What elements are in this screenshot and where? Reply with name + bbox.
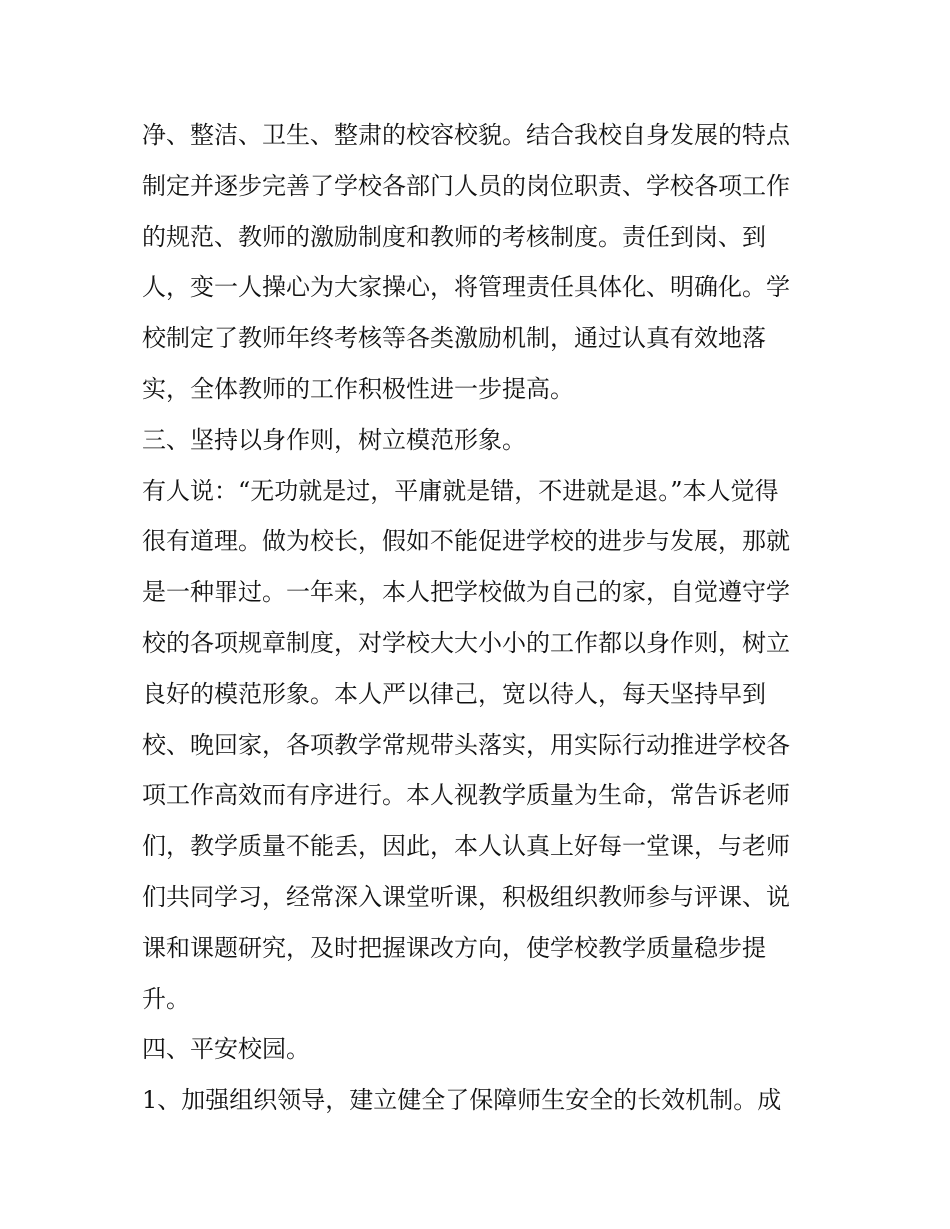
text-line: 良好的模范形象。本人严以律己，宽以待人，每天坚持早到: [142, 679, 766, 708]
text-line: 实，全体教师的工作积极性进一步提高。: [142, 374, 574, 403]
text-line: 课和课题研究，及时把握课改方向，使学校教学质量稳步提: [142, 933, 766, 962]
text-line: 项工作高效而有序进行。本人视教学质量为生命，常告诉老师: [142, 781, 790, 810]
text-line: 净、整洁、卫生、整肃的校容校貌。结合我校自身发展的特点: [142, 121, 790, 149]
section-heading: 四、平安校园。: [142, 1035, 310, 1064]
text-line: 们共同学习，经常深入课堂听课，积极组织教师参与评课、说: [142, 882, 790, 911]
text-line: 是一种罪过。一年来，本人把学校做为自己的家，自觉遵守学: [142, 578, 790, 607]
text-line: 校、晚回家，各项教学常规带头落实，用实际行动推进学校各: [142, 730, 790, 759]
text-line: 校制定了教师年终考核等各类激励机制，通过认真有效地落: [142, 324, 766, 353]
text-line: 制定并逐步完善了学校各部门人员的岗位职责、学校各项工作: [142, 171, 790, 200]
text-line: 人，变一人操心为大家操心，将管理责任具体化、明确化。学: [142, 273, 790, 302]
text-line: 很有道理。做为校长，假如不能促进学校的进步与发展，那就: [142, 527, 790, 556]
text-line: 1、加强组织领导，建立健全了保障师生安全的长效机制。成: [142, 1086, 782, 1115]
section-heading: 三、坚持以身作则，树立模范形象。: [142, 425, 526, 454]
text-line: 们，教学质量不能丢，因此，本人认真上好每一堂课，与老师: [142, 832, 790, 861]
text-line: 有人说：“无功就是过，平庸就是错，不进就是退。”本人觉得: [142, 476, 779, 505]
document-body: [142, 110, 814, 1126]
text-line: 的规范、教师的激励制度和教师的考核制度。责任到岗、到: [142, 222, 766, 251]
text-line: 校的各项规章制度，对学校大大小小的工作都以身作则，树立: [142, 628, 790, 657]
text-line: 升。: [142, 984, 190, 1013]
